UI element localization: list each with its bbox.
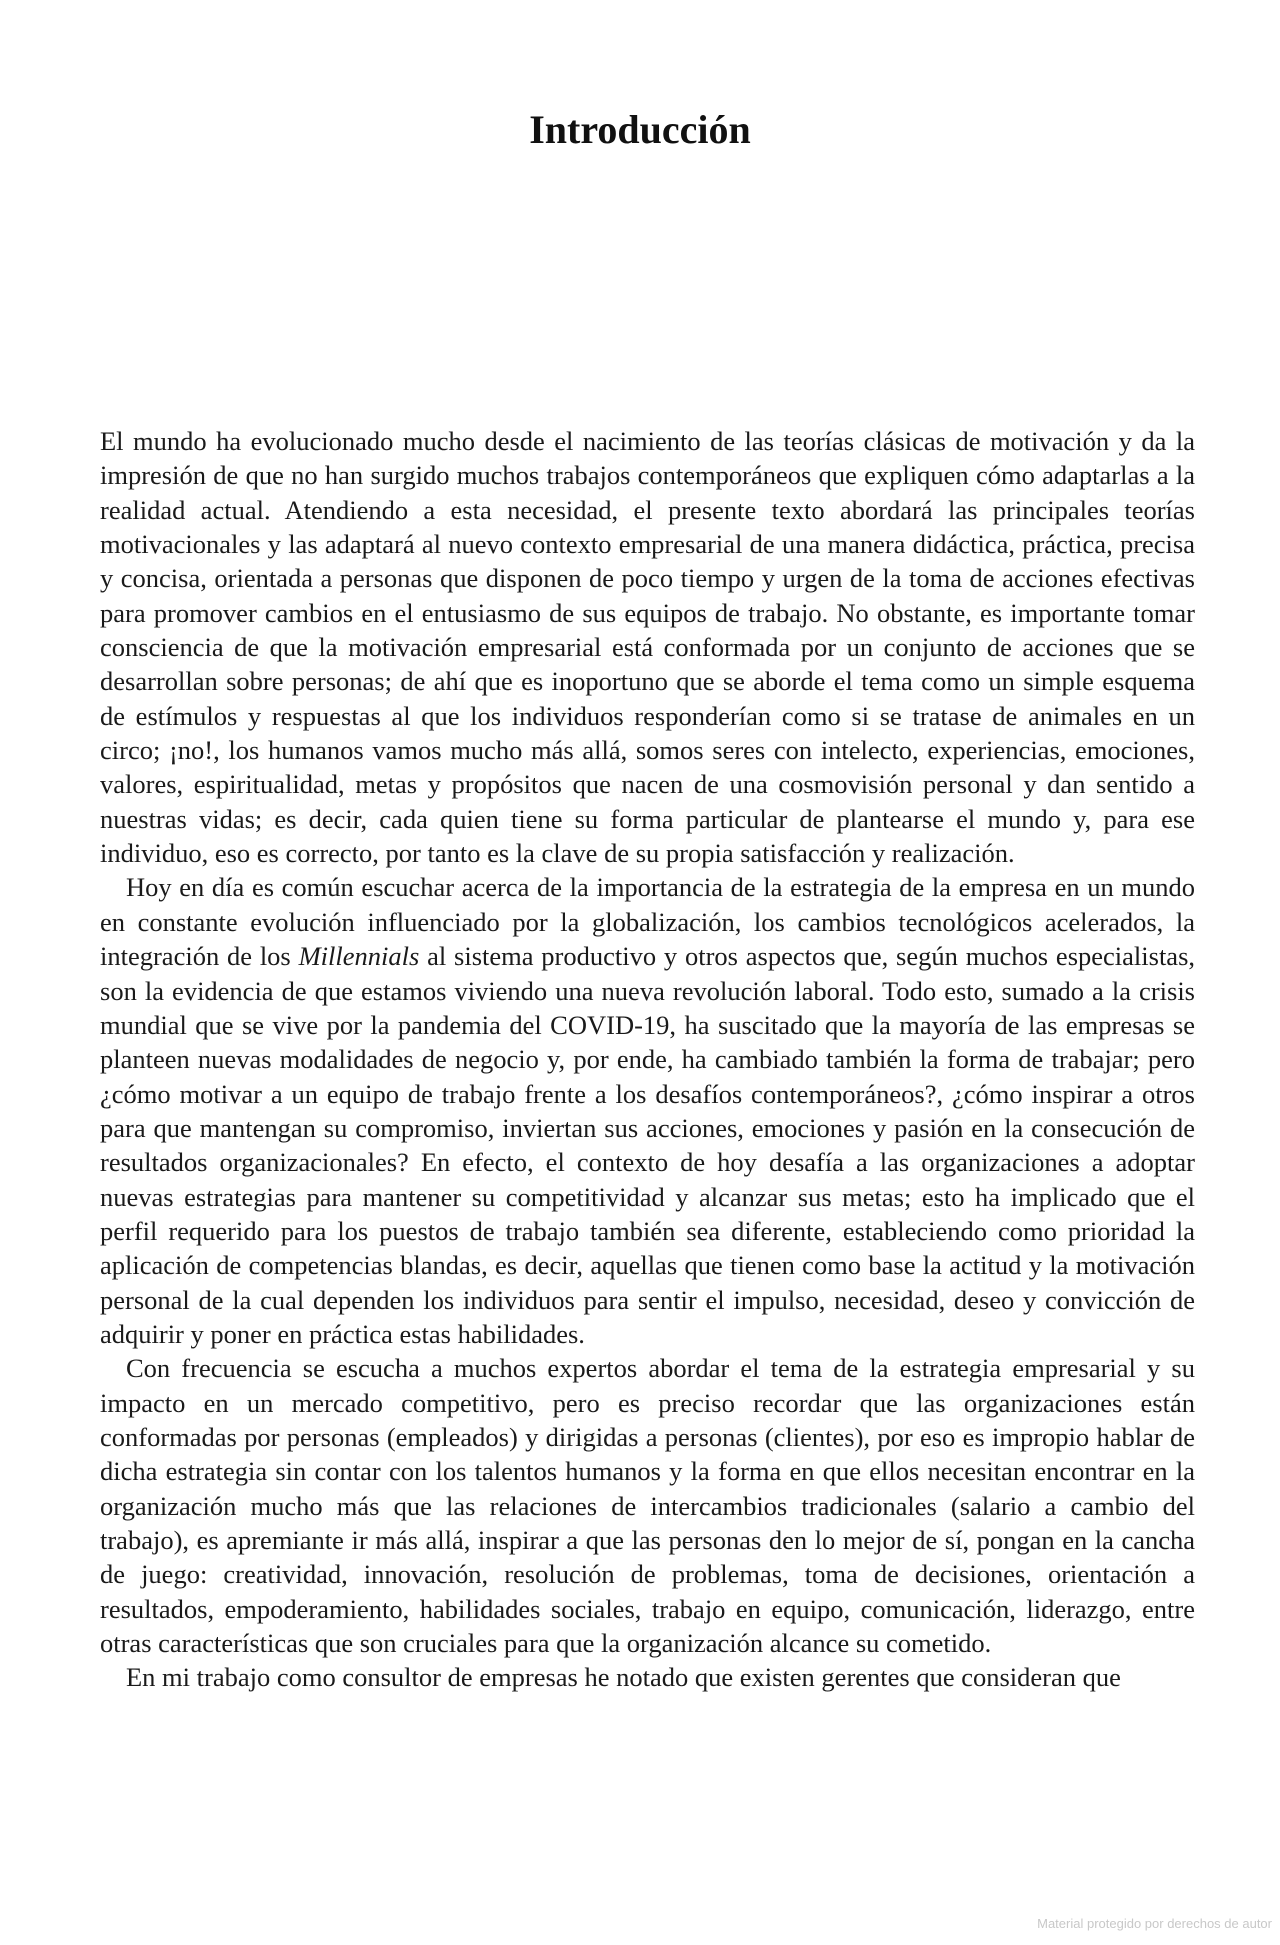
chapter-title: Introducción — [529, 107, 751, 152]
paragraph-2 — [100, 870, 1195, 1351]
paragraph-4: En mi trabajo como consultor de empresas he notado que existen gerentes que consideran que — [126, 1662, 1121, 1693]
paragraph-1: El mundo ha evolucionado mucho desde el nacimiento de las teorías clásicas de motivación y da la impresión de que no han surgido muchos trabajos contemporáneos que expliquen cómo adaptarlas a la realidad actual. Atendiendo a esta necesidad, el presente texto abordará las principales teorías motivacionales y las adaptará al nuevo contexto empresarial de una manera didáctica, práctica, precisa y concisa, orientada a personas que disponen de poco tiempo y urgen de la toma de acciones efectivas para promover cambios en el entusiasmo de sus equipos de trabajo. No obstante, es importante tomar consciencia de que la motivación empresarial está conformada por un conjunto de acciones que se desarrollan sobre personas; de ahí que es inoportuno que se aborde el tema como un simple esquema de estímulos y respuestas al que los individuos responderían como si se tratase de animales en un circo; ¡no!, los humanos vamos mucho más allá, somos seres con intelecto, experiencias, emociones, valores, espiritualidad, metas y propósitos que nacen de una cosmovisión personal y dan sentido a nuestras vidas; es decir, cada quien tiene su forma particular de plantearse el mundo y, para ese individuo, eso es correcto, por tanto es la clave de su propia satisfacción y realización. — [100, 426, 1195, 869]
paragraph-2-italic-term: Millennials — [298, 941, 420, 972]
paragraph-2-part-1: Hoy en día es común escuchar acerca de la importancia de la estrategia de la empresa en un mundo en constante evolución influenciado por la globalización, los cambios tecnológicos acelerados, la integración de los — [100, 872, 1195, 972]
copyright-watermark: Material protegido por derechos de autor — [1037, 1916, 1272, 1931]
chapter-body — [100, 424, 1195, 1695]
paragraph-3: Con frecuencia se escucha a muchos expertos abordar el tema de la estrategia empresarial y su impacto en un mercado competitivo, pero es preciso recordar que las organizaciones están conformadas por personas (empleados) y dirigidas a personas (clientes), por eso es impropio hablar de dicha estrategia sin contar con los talentos humanos y la forma en que ellos necesitan encontrar en la organización mucho más que las relaciones de intercambios tradicionales (salario a cambio del trabajo), es apremiante ir más allá, inspirar a que las personas den lo mejor de sí, pongan en la cancha de juego: creatividad, innovación, resolución de problemas, toma de decisiones, orientación a resultados, empoderamiento, habilidades sociales, trabajo en equipo, comunicación, liderazgo, entre otras características que son cruciales para que la organización alcance su cometido. — [100, 1353, 1195, 1659]
paragraph-2-part-2: al sistema productivo y otros aspectos que, según muchos especialistas, son la evidencia de que estamos viviendo una nueva revolución laboral. Todo esto, sumado a la crisis mundial que se vive por la pandemia del COVID-19, ha suscitado que la mayoría de las empresas se planteen nuevas modalidades de negocio y, por ende, ha cambiado también la forma de trabajar; pero ¿cómo motivar a un equipo de trabajo frente a los desafíos contemporáneos?, ¿cómo inspirar a otros para que mantengan su compromiso, inviertan sus acciones, emociones y pasión en la consecución de resultados organizacionales? En efecto, el contexto de hoy desafía a las organizaciones a adoptar nuevas estrategias para mantener su competitividad y alcanzar sus metas; esto ha implicado que el perfil requerido para los puestos de trabajo también sea diferente, estableciendo como prioridad la aplicación de competencias blandas, es decir, aquellas que tienen como base la actitud y la motivación personal de la cual dependen los individuos para sentir el impulso, necesidad, deseo y convicción de adquirir y poner en práctica estas habilidades. — [100, 941, 1196, 1349]
